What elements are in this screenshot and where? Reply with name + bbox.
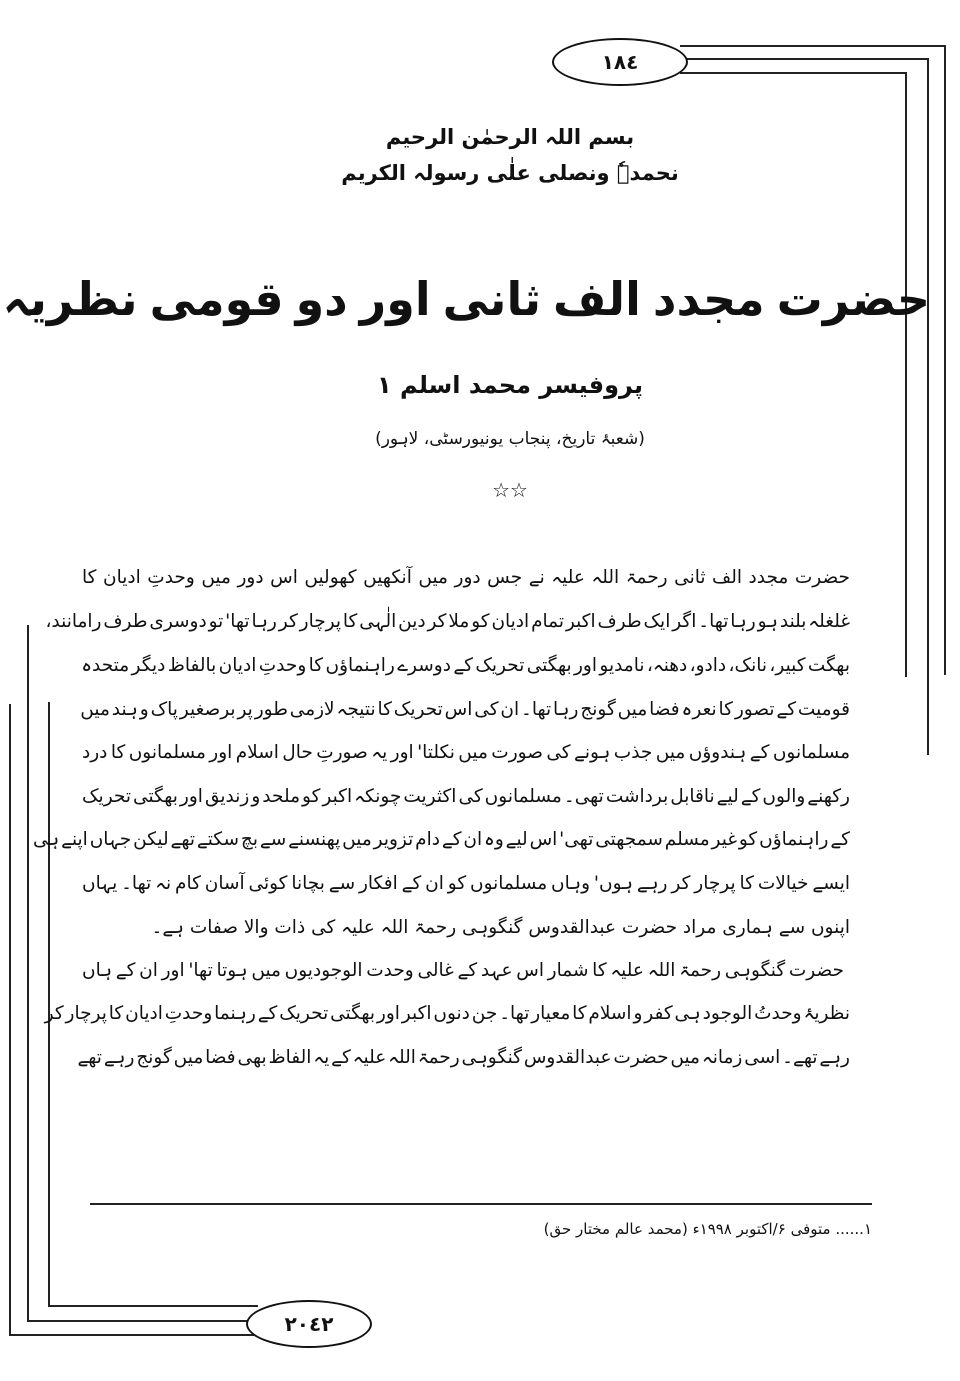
bottom-page-number: ٢٠٤٢ (246, 1300, 372, 1348)
frame-line-bottom-outer (9, 1334, 254, 1336)
frame-line-right-outer (944, 45, 946, 675)
frame-line-top-inner (680, 72, 907, 74)
frame-line-left-outer (9, 704, 11, 1335)
body-line: بھگت کبیر، نانک، دادو، دھنہ، نامدیو اور بھگتی تحریک کے دوسرے راہنماؤں کا وحدتِ ادیان بالفاظ دیگر متحدہ (81, 655, 850, 676)
frame-line-bottom-inner (48, 1305, 258, 1307)
body-line: نظریۂ وحدتُ الوجود ہی کفر و اسلام کا معیار تھا۔ جن دنوں اکبر اور بھگتی تحریک کے رہنما وحدتِ ادیان کا پرچار کر (44, 1003, 850, 1024)
frame-line-bottom-middle (27, 1320, 252, 1322)
salutation: نحمدہٗ ونصلی علٰی رسولہ الکریم (341, 161, 679, 185)
frame-line-top-outer (680, 45, 946, 47)
body-line: قومیت کے تصور کا نعرہ فضا میں گونج رہا تھا۔ ان کی اس تحریک کا نتیجہ لازمی طور پر برصغیر پاک و ہند میں (80, 699, 850, 720)
body-line: حضرت گنگوہی رحمۃ اللہ علیہ کا شمار اس عہد کے غالی وحدت الوجودیوں میں ہوتا تھا' اور ان کے ہاں (82, 960, 844, 981)
top-page-number: ١٨٤ (552, 38, 688, 86)
author-affiliation: (شعبۂ تاریخ، پنجاب یونیورسٹی، لاہور) (375, 429, 645, 449)
body-line: رکھنے والوں کے لیے ناقابل برداشت تھی۔ مسلمانوں کی اکثریت چونکہ اکبر کو ملحد و زندیق اور بھگتی تحریک (82, 786, 850, 807)
author-name: پروفیسر محمد اسلم ۱ (377, 371, 643, 399)
frame-line-top-middle (685, 58, 929, 60)
bismillah: بسم اللہ الرحمٰن الرحیم (385, 125, 635, 149)
body-line: اپنوں سے ہماری مراد حضرت عبدالقدوس گنگوہی رحمۃ اللہ علیہ کی ذات والا صفات ہے۔ (151, 917, 850, 938)
body-line: کے راہنماؤں کو غیر مسلم سمجھتی تھی' اس لیے وہ ان کے دام تزویر میں پھنسنے سے بچ سکتے تھے لیکن جہاں اپنے ہی (32, 829, 850, 850)
frame-line-left-middle (27, 625, 29, 1321)
body-line: غلغلہ بلند ہو رہا تھا۔ اگر ایک طرف اکبر تمام ادیان کو ملا کر دین الٰہی کا پرچار کر رہا تھا' تو دوسری طرف رامانند، (45, 611, 850, 632)
body-line: مسلمانوں کے ہندوؤں میں جذب ہونے کی صورت میں نکلتا' اور یہ صورتِ حال اسلام اور مسلمانوں کا درد (82, 742, 851, 763)
body-line: حضرت مجدد الف ثانی رحمۃ اللہ علیہ نے جس دور میں آنکھیں کھولیں اس دور میں وحدتِ ادیان کا (82, 567, 850, 588)
body-line: رہے تھے۔ اسی زمانہ میں حضرت عبدالقدوس گنگوہی رحمۃ اللہ علیہ کے یہ الفاظ بھی فضا میں گونج رہے تھے (77, 1047, 850, 1068)
ornament-stars: ☆☆ (492, 478, 528, 502)
footnote-divider (90, 1203, 872, 1205)
page-title: حضرت مجدد الف ثانی اور دو قومی نظریہ (2, 272, 930, 326)
footnote: ۱...... متوفی ۶/اکتوبر ۱۹۹۸ء (محمد عالم مختار حق) (543, 1220, 872, 1238)
body-line: ایسے خیالات کا پرچار کر رہے ہوں' وہاں مسلمانوں کو ان کے افکار سے بچانا کوئی آسان کام نہ تھا۔ یہاں (82, 873, 850, 894)
